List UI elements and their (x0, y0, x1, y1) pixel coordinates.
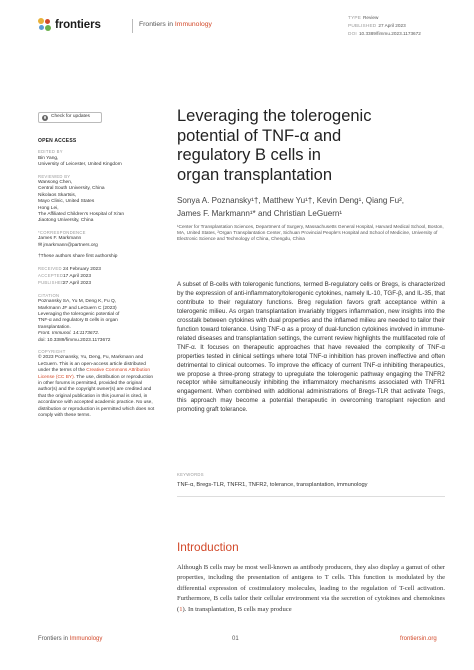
section-heading-introduction: Introduction (177, 540, 239, 554)
doi[interactable]: 10.3389/fimmu.2023.1173672 (358, 31, 421, 36)
frontiers-logo-icon (38, 18, 52, 32)
sidebar (38, 112, 160, 419)
keywords-label: KEYWORDS (177, 472, 204, 477)
edited-by: EDITED BY Bin Yang, University of Leicester, United Kingdom (38, 149, 122, 168)
correspondence: *CORRESPONDENCE James F. Markmann ✉ jmarkmann@partners.org (38, 230, 160, 249)
article-type: Review (363, 15, 379, 20)
copyright: COPYRIGHT © 2023 Poznansky, Yu, Deng, Fu, Markmann and LeGuern. This is an open-access article distributed under the terms of the Creative Commons Attribution License (CC BY). The use, distribution or reproduction in other forums is permitted, provided the original author(s) and the copyright owner(s) are credited and that the original publication in this journal is cited, in accordance with accepted academic practice. No use, distribution or reproduction is permitted which does not comply with these terms. (38, 348, 155, 419)
reviewed-by: REVIEWED BY Wansong Chen, Central South University, China Nikolaos Skartsis, Mayo Clinic, United States Hong Lei, The Affiliated Children's Hospital of Xi'an Jiaotong University, China (38, 173, 125, 224)
license-link[interactable]: Creative Commons Attribution License (CC BY). (38, 368, 150, 380)
author-list: Sonya A. Poznansky¹†, Matthew Yu¹†, Kevin Deng¹, Qiang Fu², James F. Markmann¹* and Christian LeGuern¹ (177, 196, 405, 218)
reference-link[interactable]: 1 (179, 605, 183, 613)
abstract: A subset of B-cells with tolerogenic functions, termed B-regulatory cells or Bregs, is characterized by the expression of anti-inflammatory/tolerogenic cytokines, namely IL-10, TGF-β, and IL-35, that contribute to their regulatory functions. Breg regulation favors graft acceptance within a tolerogenic milieu. As organ transplantation invariably triggers inflammation, new insights into the crosstalk between cytokines with dual properties and the inflamed milieu are needed to tailor their function toward tolerance. Using TNF-α as a proxy of dual-function cytokines involved in immune-related diseases and transplantation settings, the current review highlights the multifaceted role of TNF-α. It focuses on therapeutic approaches that have revealed the complexity of TNF-α properties tested in clinical settings where total TNF-α inhibition has proven ineffective and often detrimental to clinical outcomes. To improve the efficacy of current TNF-α inhibiting therapeutics, we propose a three-prong strategy to upregulate the tolerogenic pathway engaging the TNFR2 receptor while simultaneously inhibiting the inflammatory mechanisms associated with TNFR1 engagement. When combined with additional administrations of Bregs-TLR that activate Tregs, this approach may become a potential therapeutic in overcoming transplant rejection and promoting graft tolerance. (177, 281, 445, 414)
footer-site-link[interactable]: frontiersin.org (400, 636, 437, 642)
keywords: TNF-α, Bregs-TLR, TNFR1, TNFR2, tolerance, transplantation, immunology (177, 482, 368, 488)
page-number: 01 (232, 636, 239, 642)
open-access-label: OPEN ACCESS (38, 138, 77, 144)
divider (177, 496, 445, 497)
article-title: Leveraging the tolerogenic potential of TNF-α and regulatory B cells in organ transplantation (177, 107, 372, 184)
check-for-updates-button[interactable]: Check for updates (38, 112, 102, 123)
crossmark-icon (42, 115, 48, 121)
affiliations: ¹Center for Transplantation Sciences, Department of Surgery, Massachusetts General Hospital, Harvard Medical School, Boston, MA, United States, ²Organ Transplantation Center, Sichuan Provincial People's Hospital and School of Medicine, University of Electronic Science and Technology of China, Chengdu, China (177, 224, 444, 242)
citation: CITATION Poznansky SA, Yu M, Deng K, Fu Q, Markmann JF and LeGuern C (2023) Leveraging the tolerogenic potential of TNF-α and regulatory B cells in organ transplantation. Front. Immunol. 14:1173672. doi: 10.3389/fimmu.2023.1173672 (38, 292, 120, 343)
header-divider (132, 19, 133, 33)
published-date: 27 April 2023 (378, 23, 406, 28)
footer-journal: Frontiers in Immunology (38, 636, 103, 642)
correspondence-email[interactable]: ✉ jmarkmann@partners.org (38, 242, 98, 248)
article-meta: TYPE Review PUBLISHED 27 April 2023 DOI 10.3389/fimmu.2023.1173672 (348, 15, 421, 36)
journal-name: Frontiers in Immunology (139, 21, 212, 28)
article-dates: RECEIVED24 February 2023 ACCEPTED17 April 2023 PUBLISHED27 April 2023 (38, 265, 101, 287)
authors-note: †These authors share first authorship (38, 254, 118, 260)
introduction-paragraph: Although B cells may be most well-known as antibody producers, they also display a gamut of other properties, including the presentation of antigens to T cells. This function is modulated by the differential expression of costimulatory molecules, leading to the regulation of T-cell activation. Furthermore, B cells tailor their cellular environment via the secretion of cytokines and chemokines (1). In transplantation, B cells may produce (177, 564, 445, 613)
frontiers-logo (38, 18, 101, 32)
brand-name: frontiers (55, 19, 101, 31)
